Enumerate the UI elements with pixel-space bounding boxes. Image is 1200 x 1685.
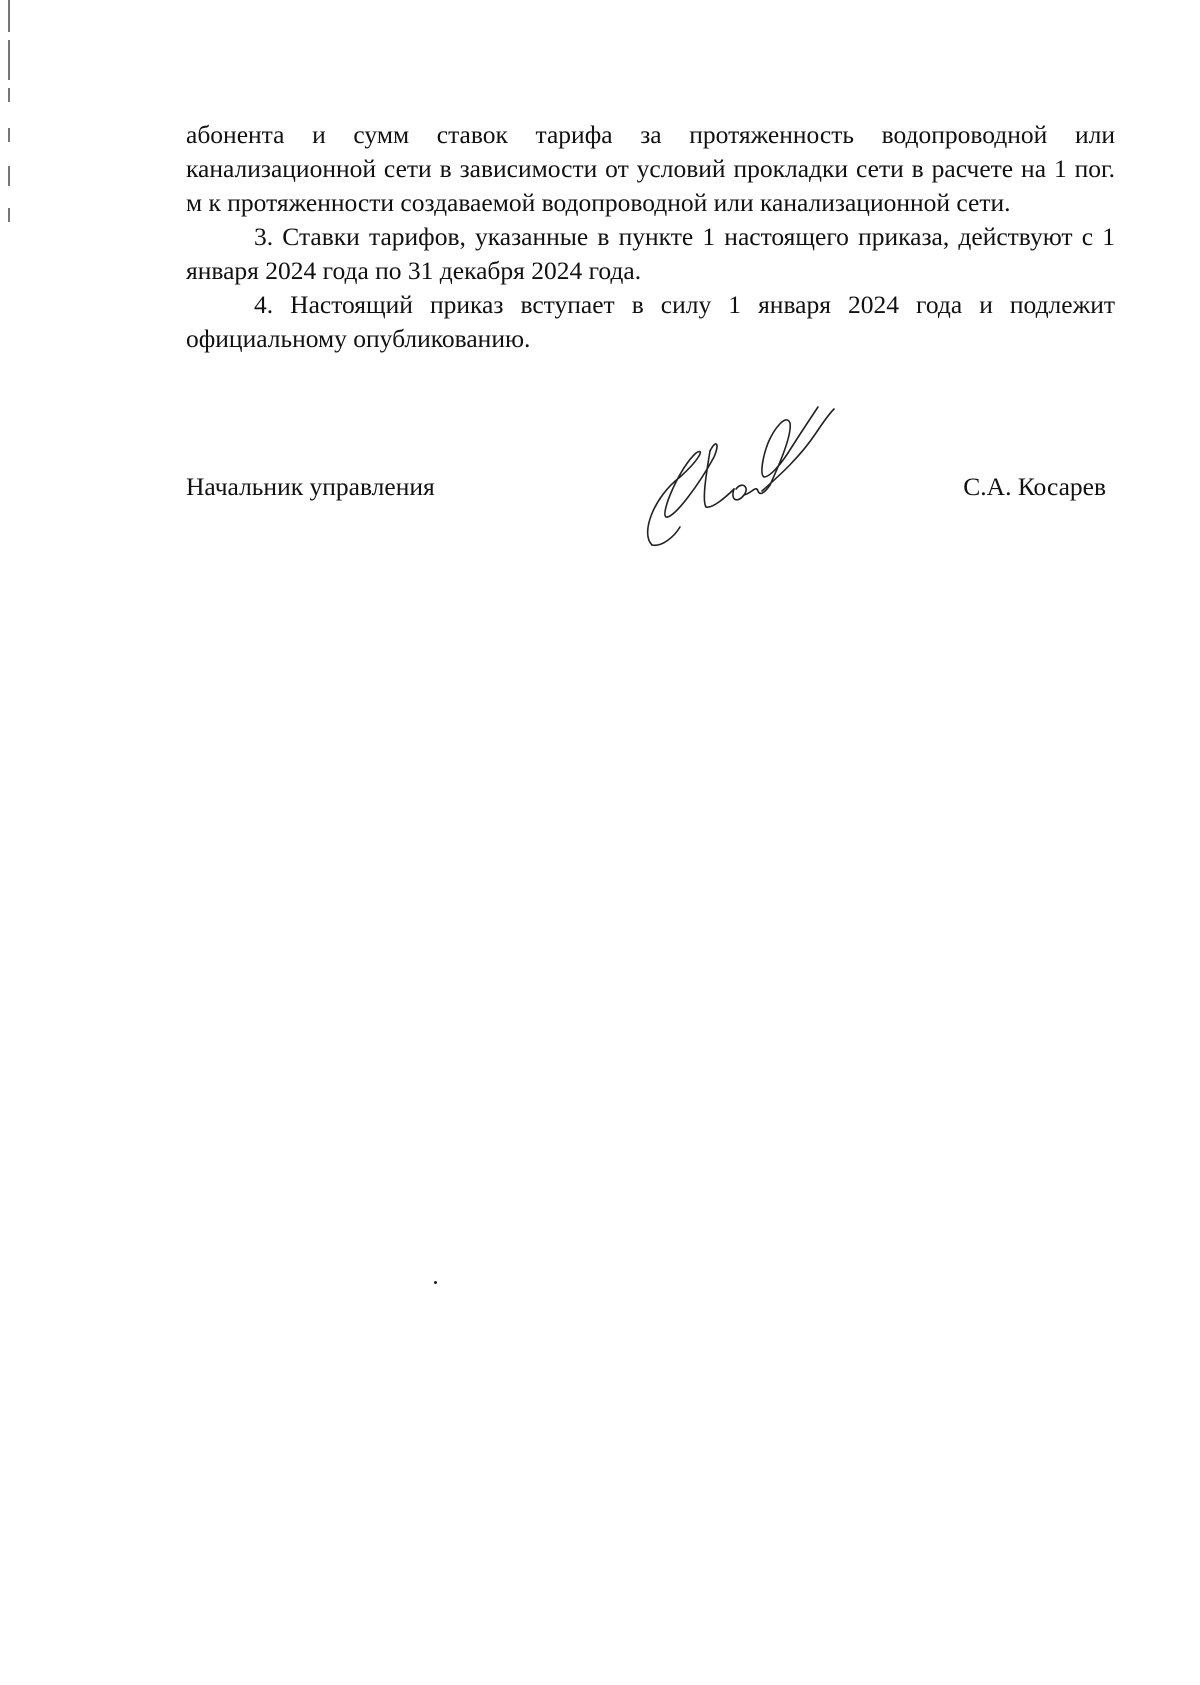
signer-position: Начальник управления	[186, 472, 435, 501]
document-body	[186, 118, 1115, 356]
scan-mark	[8, 88, 10, 102]
signer-name: С.А. Косарев	[963, 472, 1106, 501]
scan-mark	[8, 208, 10, 222]
scan-edge-marks	[8, 0, 12, 240]
paragraph-item-3: 3. Ставки тарифов, указанные в пункте 1 настоящего приказа, действуют с 1 января 2024 года по 31 декабря 2024 года.	[186, 222, 1115, 285]
scan-mark	[8, 166, 10, 186]
scan-mark	[8, 128, 10, 142]
handwritten-signature	[640, 405, 870, 555]
paragraph-continuation: абонента и сумм ставок тарифа за протяженность водопроводной или канализационной сети в зависимости от условий прокладки сети в расчете на 1 пог. м к протяженности создаваемой водопроводной или канализационной сети.	[186, 120, 1115, 217]
scan-mark	[8, 0, 10, 32]
paragraph-item-4: 4. Настоящий приказ вступает в силу 1 января 2024 года и подлежит официальному опубликованию.	[186, 290, 1115, 353]
stray-dot	[434, 1281, 437, 1284]
scan-mark	[8, 40, 10, 80]
